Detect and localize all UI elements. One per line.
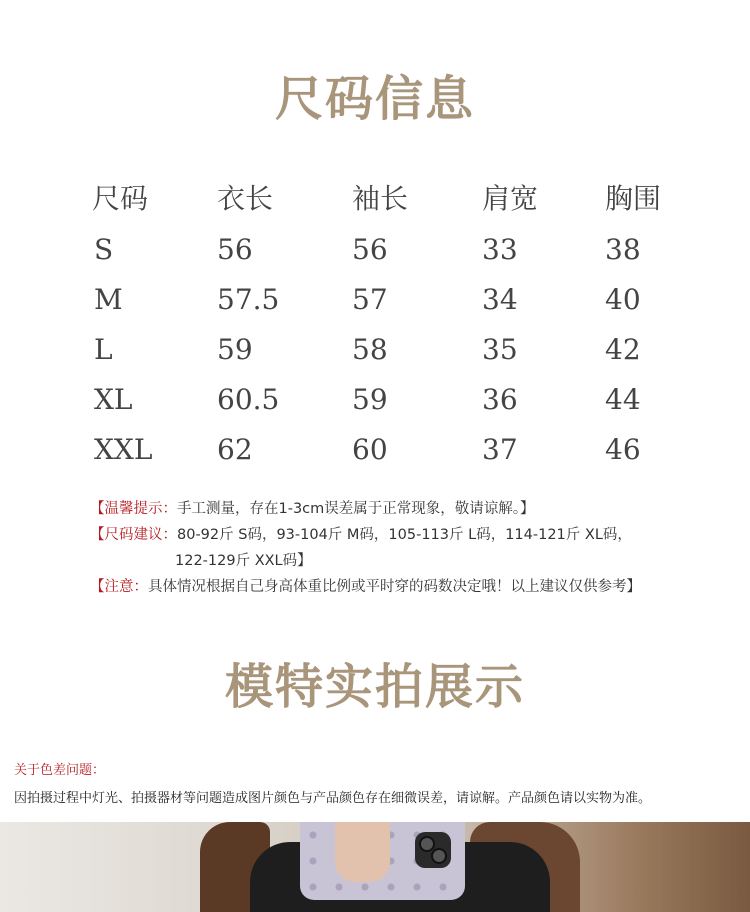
table-cell: M: [94, 282, 123, 316]
size-info-title: 尺码信息: [274, 71, 475, 127]
suggest-text-continued: 122-129斤 XXL码】: [175, 553, 312, 569]
header-chest: 胸围: [605, 182, 662, 215]
table-cell: XXL: [94, 432, 153, 466]
table-cell: 40: [605, 282, 641, 316]
note-text: 具体情况根据自己身高体重比例或平时穿的码数决定哦！以上建议仅供参考】: [148, 579, 641, 595]
table-header-row: [72, 170, 725, 224]
table-row: [72, 374, 725, 424]
table-cell: 57: [352, 282, 388, 316]
header-sleeve: 袖长: [352, 182, 409, 215]
model-photo-title: 模特实拍展示: [224, 659, 525, 715]
table-cell: 46: [605, 432, 641, 466]
table-cell: 37: [482, 432, 518, 466]
table-cell: 36: [482, 382, 518, 416]
table-cell: L: [94, 332, 113, 366]
model-photo: [0, 822, 750, 912]
size-notes: [90, 496, 710, 600]
table-cell: XL: [94, 382, 133, 416]
tip-text: 手工测量，存在1-3cm误差属于正常现象，敬请谅解。】: [177, 501, 535, 517]
note-line: [90, 574, 710, 600]
table-cell: 62: [217, 432, 253, 466]
color-disclaimer: [14, 757, 734, 813]
finger-shape: [335, 822, 390, 882]
table-cell: 35: [482, 332, 518, 366]
table-cell: 60: [352, 432, 388, 466]
header-size: 尺码: [92, 182, 149, 215]
table-cell: 56: [217, 232, 253, 266]
tip-line: [90, 496, 710, 522]
camera-icon: [415, 832, 451, 868]
size-table: [72, 170, 725, 474]
suggest-label: 【尺码建议：: [90, 527, 177, 543]
table-row: [72, 424, 725, 474]
table-cell: 44: [605, 382, 641, 416]
table-cell: 56: [352, 232, 388, 266]
table-cell: 33: [482, 232, 518, 266]
disclaimer-label: 关于色差问题：: [14, 763, 106, 778]
table-cell: 57.5: [217, 282, 280, 316]
header-shoulder: 肩宽: [482, 182, 539, 215]
table-cell: 59: [217, 332, 253, 366]
table-row: [72, 224, 725, 274]
table-cell: S: [94, 232, 114, 266]
table-cell: 34: [482, 282, 518, 316]
table-cell: 59: [352, 382, 388, 416]
disclaimer-text: 因拍摄过程中灯光、拍摄器材等问题造成图片颜色与产品颜色存在细微误差，请谅解。产品颜色请以实物为准。: [14, 791, 652, 806]
table-cell: 38: [605, 232, 641, 266]
tip-label: 【温馨提示：: [90, 501, 177, 517]
suggest-line: [90, 522, 710, 574]
table-cell: 58: [352, 332, 388, 366]
header-length: 衣长: [217, 182, 274, 215]
table-cell: 60.5: [217, 382, 280, 416]
lens-icon: [431, 848, 447, 864]
suggest-text: 80-92斤 S码，93-104斤 M码，105-113斤 L码，114-121斤 XL码，: [177, 527, 632, 543]
table-row: [72, 274, 725, 324]
table-cell: 42: [605, 332, 641, 366]
note-label: 【注意：: [90, 579, 148, 595]
table-row: [72, 324, 725, 374]
